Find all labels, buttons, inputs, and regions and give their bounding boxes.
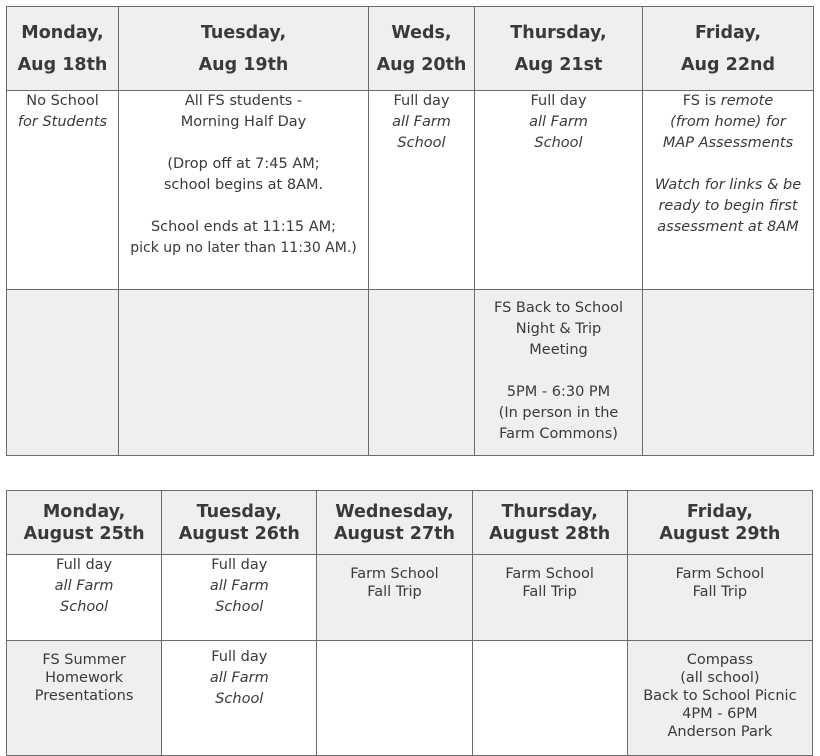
header-thu-aug21: Thursday, Aug 21st xyxy=(475,7,643,91)
week2-header-row xyxy=(7,491,813,555)
header-wed-aug20: Weds, Aug 20th xyxy=(369,7,475,91)
week1-evening-row xyxy=(7,290,814,456)
header-fri-aug29: Friday, August 29th xyxy=(627,491,812,555)
cell-tue-aug26-evening: Full day all Farm School xyxy=(162,641,317,756)
week2-day-row xyxy=(7,555,813,641)
cell-wed-aug20-evening xyxy=(369,290,475,456)
header-mon-aug18: Monday, Aug 18th xyxy=(7,7,119,91)
cell-mon-aug25-evening: FS Summer Homework Presentations xyxy=(7,641,162,756)
cell-fri-aug29-day: Farm School Fall Trip xyxy=(627,555,812,641)
cell-tue-aug19-day: All FS students - Morning Half Day (Drop off at 7:45 AM; school begins at 8AM. School ends at 11:15 AM; pick up no later than 11:30 AM.) xyxy=(119,91,369,290)
header-tue-aug19: Tuesday, Aug 19th xyxy=(119,7,369,91)
week2-schedule-table xyxy=(6,490,813,756)
header-wed-aug27: Wednesday, August 27th xyxy=(317,491,472,555)
week2-evening-row xyxy=(7,641,813,756)
cell-mon-aug18-day: No School for Students xyxy=(7,91,119,290)
cell-tue-aug19-evening xyxy=(119,290,369,456)
cell-tue-aug26-day: Full day all Farm School xyxy=(162,555,317,641)
cell-thu-aug28-evening xyxy=(472,641,627,756)
header-thu-aug28: Thursday, August 28th xyxy=(472,491,627,555)
cell-fri-aug22-evening xyxy=(643,290,814,456)
cell-wed-aug27-day: Farm School Fall Trip xyxy=(317,555,472,641)
header-mon-aug25: Monday, August 25th xyxy=(7,491,162,555)
cell-fri-aug29-evening: Compass (all school) Back to School Picnic 4PM - 6PM Anderson Park xyxy=(627,641,812,756)
cell-thu-aug21-day: Full day all Farm School xyxy=(475,91,643,290)
cell-wed-aug20-day: Full day all Farm School xyxy=(369,91,475,290)
cell-thu-aug28-day: Farm School Fall Trip xyxy=(472,555,627,641)
cell-mon-aug18-evening xyxy=(7,290,119,456)
cell-wed-aug27-evening xyxy=(317,641,472,756)
week1-header-row xyxy=(7,7,814,91)
cell-thu-aug21-evening: FS Back to School Night & Trip Meeting 5PM - 6:30 PM (In person in the Farm Commons) xyxy=(475,290,643,456)
week1-schedule-table xyxy=(6,6,814,456)
cell-fri-aug22-day: FS is remote (from home) for MAP Assessments Watch for links & be ready to begin first assessment at 8AM xyxy=(643,91,814,290)
header-fri-aug22: Friday, Aug 22nd xyxy=(643,7,814,91)
week1-day-row xyxy=(7,91,814,290)
header-tue-aug26: Tuesday, August 26th xyxy=(162,491,317,555)
cell-mon-aug25-day: Full day all Farm School xyxy=(7,555,162,641)
